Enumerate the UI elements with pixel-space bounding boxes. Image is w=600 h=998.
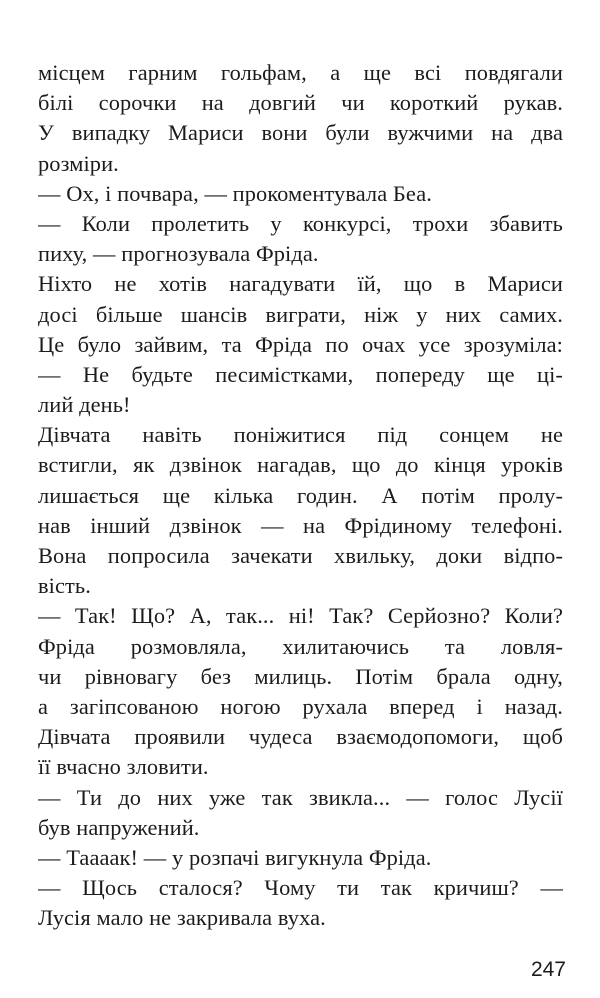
text-line: розміри. xyxy=(38,150,119,176)
text-line: — Таааак! — у розпачі вигукнула Фріда. xyxy=(38,844,432,870)
text-line: Вона попросила зачекати хвильку, доки відпо- xyxy=(38,543,563,568)
text-line: лишається ще кілька годин. А потім пролу- xyxy=(38,482,563,508)
text-line: місцем гарним гольфам, а ще всі повдягали xyxy=(38,60,563,85)
text-line: вість. xyxy=(38,573,91,599)
text-line: а загіпсованою ногою рухала вперед і назад. xyxy=(38,693,563,719)
text-line: пиху, — прогнозувала Фріда. xyxy=(38,241,319,267)
text-line: У випадку Мариси вони були вужчими на два xyxy=(38,120,563,146)
text-line: її вчасно зловити. xyxy=(38,754,209,780)
page-number: 247 xyxy=(530,958,566,981)
text-line: — Ох, і почвара, — прокоментувала Беа. xyxy=(38,180,432,206)
text-line: — Так! Що? А, так... ні! Так? Серйозно? Коли? xyxy=(38,603,563,629)
text-line: Лусія мало не закривала вуха. xyxy=(38,905,326,931)
text-line: чи рівновагу без милиць. Потім брала одну, xyxy=(38,663,563,689)
text-line: — Коли пролетить у конкурсі, трохи збавить xyxy=(38,210,563,236)
text-line: був напружений. xyxy=(38,814,200,840)
body-text xyxy=(38,58,563,933)
text-line: лий день! xyxy=(38,392,131,418)
text-line: встигли, як дзвінок нагадав, що до кінця уроків xyxy=(38,452,563,478)
text-line: — Щось сталося? Чому ти так кричиш? — xyxy=(38,875,563,901)
text-line: Фріда розмовляла, хилитаючись та ловля- xyxy=(38,633,563,659)
text-line: Ніхто не хотів нагадувати їй, що в Мариси xyxy=(38,271,563,297)
text-line: білі сорочки на довгий чи короткий рукав. xyxy=(38,90,563,116)
text-line: — Ти до них уже так звикла... — голос Лусії xyxy=(38,784,563,810)
text-line: Дівчата навіть поніжитися під сонцем не xyxy=(38,422,563,448)
text-line: Це було зайвим, та Фріда по очах усе зрозуміла: xyxy=(38,331,563,357)
text-line: нав інший дзвінок — на Фрідиному телефоні. xyxy=(38,512,563,538)
text-line: — Не будьте песимістками, попереду ще ці- xyxy=(38,361,563,387)
text-line: Дівчата проявили чудеса взаємодопомоги, щоб xyxy=(38,724,563,750)
text-line: досі більше шансів виграти, ніж у них самих. xyxy=(38,301,563,327)
